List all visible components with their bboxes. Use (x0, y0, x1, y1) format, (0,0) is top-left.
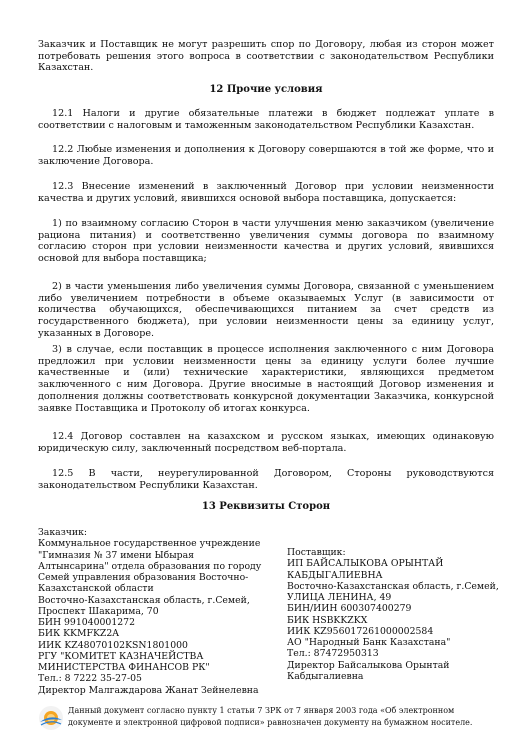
customer-line: Коммунальное государственное учреждение (38, 538, 261, 550)
section-12-heading: 12 Прочие условия (209, 84, 323, 95)
supplier-line: Директор Байсалыкова Орынтай (287, 659, 450, 671)
customer-line: Семей управления образования Восточно- (38, 572, 249, 583)
supplier-line: ИП БАЙСАЛЫКОВА ОРЫНТАЙ (287, 558, 444, 570)
supplier-line: УЛИЦА ЛЕНИНА, 49 (287, 592, 392, 603)
customer-line: МИНИСТЕРСТВА ФИНАНСОВ РК" (38, 662, 210, 673)
customer-line: Проспект Шакарима, 70 (38, 605, 159, 617)
clause-12-4: 12.4 Договор составлен на казахском и русском языках, имеющих одинаковую юридическую силу, заключенный посредством веб-портала. (38, 431, 494, 454)
supplier-line: БИК HSBKKZKX (287, 614, 368, 626)
supplier-line: Восточно-Казахстанская область, г.Семей, (287, 580, 499, 592)
clause-12-2: 12.2 Любые изменения и дополнения к Договору совершаются в той же форме, что и заключение Договора. (38, 144, 494, 167)
customer-line: Восточно-Казахстанская область, г.Семей, (38, 594, 250, 606)
customer-line: Заказчик: (38, 527, 88, 538)
supplier-details (287, 547, 499, 682)
customer-line: БИК KKMFKZ2A (38, 628, 119, 640)
customer-line: Алтынсарина" отдела образования по городу (38, 560, 262, 572)
clause-12-3-item-2: 2) в части уменьшения либо увеличения суммы Договора, связанной с уменьшением либо увеличением потребности в объеме оказываемых Услуг (в зависимости от количества обучающихся, обеспечивающихся питанием за счет средств из государственного бюджета), при условии неизменности цены за единицу услуг, указанных в Договоре. (38, 281, 494, 339)
supplier-line: Поставщик: (287, 547, 346, 558)
clause-12-3-item-3: 3) в случае, если поставщик в процессе исполнения заключенного с ним Договора предложил при условии неизменности цены за единицу услуги более лучшие качественные и (или) технические характеристики, являющихся предметом заключенного с ним Договора. Другие вносимые в настоящий Договор изменения и дополнения должны соответствовать конкурсной документации Заказчика, конкурсной заявке Поставщика и Протоколу об итогах конкурса. (38, 344, 494, 414)
customer-line: Тел.: 8 7222 35-27-05 (38, 673, 142, 685)
clause-12-3: 12.3 Внесение изменений в заключенный Договор при условии неизменности качества и других условий, явившихся основой выбора поставщика, допускается: (38, 181, 494, 204)
intro-paragraph: Заказчик и Поставщик не могут разрешить спор по Договору, любая из сторон может потребовать решения этого вопроса в соответствии с законодательством Республики Казахстан. (38, 39, 494, 74)
supplier-line: АО "Народный Банк Казахстана" (287, 637, 451, 648)
clause-12-5: 12.5 В части, неурегулированной Договором, Стороны руководствуются законодательством Республики Казахстан. (38, 468, 494, 491)
supplier-line: ИИК KZ956017261000002584 (287, 625, 434, 637)
supplier-line: БИН/ИИН 600307400279 (287, 603, 412, 615)
clause-12-3-item-1: 1) по взаимному согласию Сторон в части улучшения меню заказчиком (увеличение рациона питания) и соответственно увеличения суммы договора по взаимному согласию сторон при условии неизменности качества и других условий, явившихся основой для выбора поставщика; (38, 218, 494, 265)
customer-line: РГУ "КОМИТЕТ КАЗНАЧЕЙСТВА (38, 650, 204, 662)
e-document-footer (38, 705, 498, 731)
clause-12-1: 12.1 Налоги и другие обязательные платежи в бюджет подлежат уплате в соответствии с налоговым и таможенным законодательством Республики Казахстан. (38, 108, 494, 131)
footer-notice: Данный документ согласно пункту 1 статьи 7 ЗРК от 7 января 2003 года «Об электронном документе и электронной цифровой подписи» равнозначен документу на бумажном носителе. (68, 706, 473, 727)
supplier-line: Кабдыгалиевна (287, 670, 364, 682)
customer-details (38, 527, 261, 696)
customer-line: Директор Малгаждарова Жанат Зейнелевна (38, 684, 259, 696)
customer-line: ИИК KZ48070102KSN1801000 (38, 639, 188, 651)
section-13-heading: 13 Реквизиты Сторон (201, 501, 331, 512)
e-gov-logo-icon (38, 705, 64, 731)
supplier-line: Тел.: 87472950313 (287, 648, 379, 660)
customer-line: "Гимназия № 37 имени Ыбырая (38, 549, 195, 561)
customer-line: БИН 991040001272 (38, 617, 135, 628)
supplier-line: КАБДЫГАЛИЕВНА (287, 569, 383, 581)
customer-line: Казахстанской области (38, 583, 154, 595)
